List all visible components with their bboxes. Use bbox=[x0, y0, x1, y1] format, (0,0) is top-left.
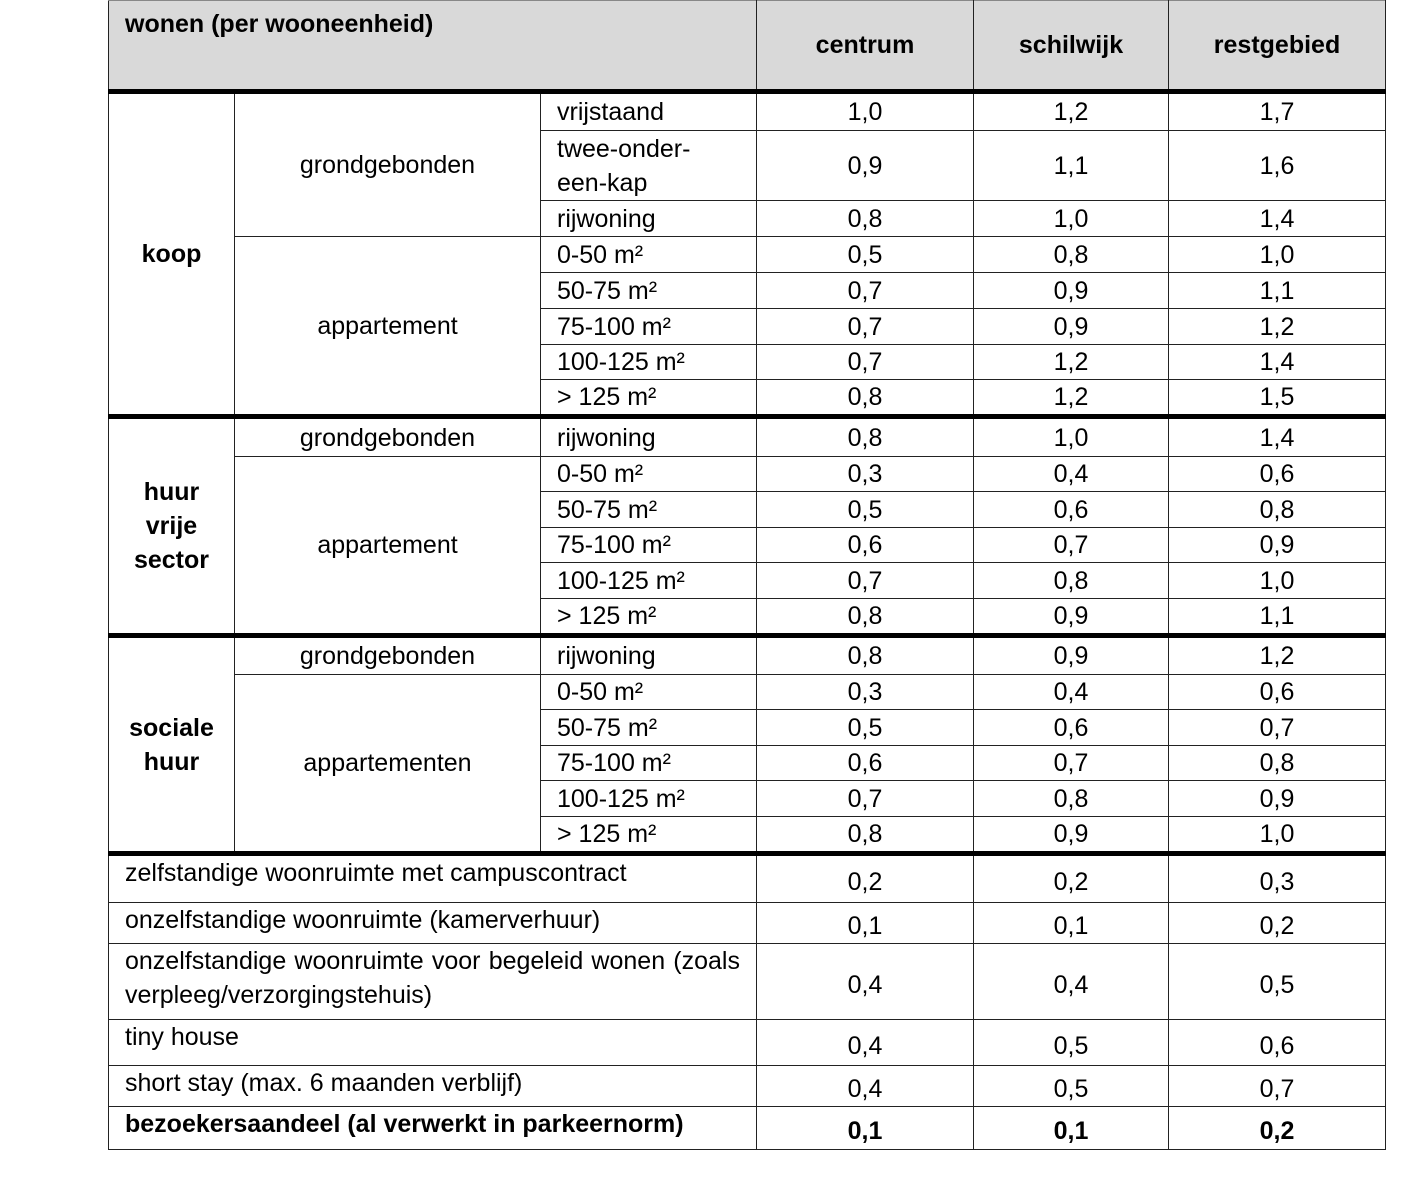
value-centrum: 0,7 bbox=[757, 781, 974, 817]
value-schilwijk: 0,8 bbox=[974, 781, 1169, 817]
value-schilwijk: 1,2 bbox=[974, 92, 1169, 131]
column-header-restgebied: restgebied bbox=[1169, 1, 1386, 92]
subgroup-label: appartementen bbox=[235, 675, 541, 854]
value-centrum: 0,7 bbox=[757, 345, 974, 380]
value-schilwijk: 0,9 bbox=[974, 636, 1169, 675]
row-label: tiny house bbox=[109, 1020, 757, 1066]
value-schilwijk: 1,2 bbox=[974, 345, 1169, 380]
value-restgebied: 1,5 bbox=[1169, 380, 1386, 417]
value-schilwijk: 1,0 bbox=[974, 201, 1169, 237]
table-row bbox=[109, 636, 1386, 675]
value-centrum: 0,1 bbox=[757, 903, 974, 944]
value-schilwijk: 0,8 bbox=[974, 237, 1169, 273]
row-label: bezoekersaandeel (al verwerkt in parkeernorm) bbox=[109, 1107, 757, 1150]
value-restgebied: 0,2 bbox=[1169, 1107, 1386, 1150]
dwelling-type: 100-125 m² bbox=[541, 563, 757, 599]
value-schilwijk: 0,7 bbox=[974, 746, 1169, 781]
dwelling-type: 100-125 m² bbox=[541, 781, 757, 817]
value-schilwijk: 0,7 bbox=[974, 528, 1169, 563]
table-row bbox=[109, 854, 1386, 903]
row-label: zelfstandige woonruimte met campuscontract bbox=[109, 854, 757, 903]
value-centrum: 0,6 bbox=[757, 528, 974, 563]
row-label: onzelfstandige woonruimte voor begeleid wonen (zoals verpleeg/verzorgingstehuis) bbox=[109, 944, 757, 1020]
value-restgebied: 0,6 bbox=[1169, 675, 1386, 710]
dwelling-type: 0-50 m² bbox=[541, 457, 757, 492]
group-label: huur vrije sector bbox=[109, 417, 235, 636]
value-restgebied: 0,2 bbox=[1169, 903, 1386, 944]
value-restgebied: 1,7 bbox=[1169, 92, 1386, 131]
value-schilwijk: 1,2 bbox=[974, 380, 1169, 417]
table-row bbox=[109, 903, 1386, 944]
dwelling-type: 0-50 m² bbox=[541, 675, 757, 710]
column-header-schilwijk: schilwijk bbox=[974, 1, 1169, 92]
value-restgebied: 0,6 bbox=[1169, 457, 1386, 492]
value-restgebied: 1,1 bbox=[1169, 273, 1386, 309]
value-centrum: 0,9 bbox=[757, 131, 974, 201]
value-restgebied: 0,8 bbox=[1169, 492, 1386, 528]
value-centrum: 0,1 bbox=[757, 1107, 974, 1150]
row-label: short stay (max. 6 maanden verblijf) bbox=[109, 1066, 757, 1107]
value-schilwijk: 0,2 bbox=[974, 854, 1169, 903]
table-row bbox=[109, 675, 1386, 710]
dwelling-type: vrijstaand bbox=[541, 92, 757, 131]
value-schilwijk: 0,1 bbox=[974, 903, 1169, 944]
dwelling-type: 75-100 m² bbox=[541, 528, 757, 563]
value-restgebied: 1,2 bbox=[1169, 636, 1386, 675]
value-schilwijk: 0,4 bbox=[974, 457, 1169, 492]
value-centrum: 0,8 bbox=[757, 599, 974, 636]
value-restgebied: 1,0 bbox=[1169, 237, 1386, 273]
value-centrum: 0,7 bbox=[757, 309, 974, 345]
table-row bbox=[109, 1066, 1386, 1107]
value-schilwijk: 1,1 bbox=[974, 131, 1169, 201]
value-schilwijk: 0,6 bbox=[974, 492, 1169, 528]
table-row bbox=[109, 1107, 1386, 1150]
value-centrum: 0,7 bbox=[757, 273, 974, 309]
value-schilwijk: 0,8 bbox=[974, 563, 1169, 599]
value-schilwijk: 0,9 bbox=[974, 309, 1169, 345]
value-schilwijk: 0,5 bbox=[974, 1066, 1169, 1107]
table-row bbox=[109, 92, 1386, 131]
dwelling-type: 50-75 m² bbox=[541, 492, 757, 528]
value-restgebied: 0,8 bbox=[1169, 746, 1386, 781]
group-label: koop bbox=[109, 92, 235, 417]
subgroup-label: grondgebonden bbox=[235, 636, 541, 675]
row-label: onzelfstandige woonruimte (kamerverhuur) bbox=[109, 903, 757, 944]
dwelling-type: 75-100 m² bbox=[541, 746, 757, 781]
value-centrum: 0,5 bbox=[757, 237, 974, 273]
value-schilwijk: 0,9 bbox=[974, 273, 1169, 309]
value-restgebied: 0,9 bbox=[1169, 781, 1386, 817]
dwelling-type: rijwoning bbox=[541, 417, 757, 457]
dwelling-type: rijwoning bbox=[541, 636, 757, 675]
dwelling-type: > 125 m² bbox=[541, 380, 757, 417]
value-restgebied: 1,6 bbox=[1169, 131, 1386, 201]
value-centrum: 0,5 bbox=[757, 710, 974, 746]
value-centrum: 0,5 bbox=[757, 492, 974, 528]
value-centrum: 0,2 bbox=[757, 854, 974, 903]
value-centrum: 0,8 bbox=[757, 417, 974, 457]
table-row bbox=[109, 944, 1386, 1020]
column-header-centrum: centrum bbox=[757, 1, 974, 92]
value-restgebied: 1,0 bbox=[1169, 817, 1386, 854]
value-restgebied: 1,2 bbox=[1169, 309, 1386, 345]
value-centrum: 1,0 bbox=[757, 92, 974, 131]
value-restgebied: 0,7 bbox=[1169, 1066, 1386, 1107]
value-schilwijk: 1,0 bbox=[974, 417, 1169, 457]
subgroup-label: appartement bbox=[235, 237, 541, 417]
table-row bbox=[109, 237, 1386, 273]
table-row bbox=[109, 1020, 1386, 1066]
value-centrum: 0,8 bbox=[757, 636, 974, 675]
value-centrum: 0,8 bbox=[757, 817, 974, 854]
subgroup-label: grondgebonden bbox=[235, 417, 541, 457]
table-title: wonen (per wooneenheid) bbox=[109, 1, 757, 92]
subgroup-label: appartement bbox=[235, 457, 541, 636]
value-schilwijk: 0,1 bbox=[974, 1107, 1169, 1150]
dwelling-type: twee-onder-een-kap bbox=[541, 131, 757, 201]
value-centrum: 0,4 bbox=[757, 1020, 974, 1066]
value-restgebied: 0,5 bbox=[1169, 944, 1386, 1020]
subgroup-label: grondgebonden bbox=[235, 92, 541, 237]
dwelling-type: rijwoning bbox=[541, 201, 757, 237]
value-restgebied: 0,9 bbox=[1169, 528, 1386, 563]
dwelling-type: 0-50 m² bbox=[541, 237, 757, 273]
table-row bbox=[109, 457, 1386, 492]
value-centrum: 0,6 bbox=[757, 746, 974, 781]
value-restgebied: 0,3 bbox=[1169, 854, 1386, 903]
value-restgebied: 1,4 bbox=[1169, 417, 1386, 457]
dwelling-type: 50-75 m² bbox=[541, 273, 757, 309]
value-restgebied: 0,7 bbox=[1169, 710, 1386, 746]
dwelling-type: 100-125 m² bbox=[541, 345, 757, 380]
value-schilwijk: 0,9 bbox=[974, 599, 1169, 636]
value-schilwijk: 0,4 bbox=[974, 675, 1169, 710]
dwelling-type: 50-75 m² bbox=[541, 710, 757, 746]
table-row bbox=[109, 417, 1386, 457]
value-restgebied: 1,4 bbox=[1169, 201, 1386, 237]
dwelling-type: > 125 m² bbox=[541, 599, 757, 636]
value-centrum: 0,4 bbox=[757, 944, 974, 1020]
group-label: sociale huur bbox=[109, 636, 235, 854]
value-centrum: 0,3 bbox=[757, 675, 974, 710]
value-centrum: 0,8 bbox=[757, 201, 974, 237]
dwelling-type: 75-100 m² bbox=[541, 309, 757, 345]
value-restgebied: 1,1 bbox=[1169, 599, 1386, 636]
value-schilwijk: 0,5 bbox=[974, 1020, 1169, 1066]
header-row bbox=[109, 1, 1386, 92]
value-restgebied: 1,4 bbox=[1169, 345, 1386, 380]
value-centrum: 0,4 bbox=[757, 1066, 974, 1107]
parking-norms-table bbox=[108, 0, 1386, 1150]
value-schilwijk: 0,6 bbox=[974, 710, 1169, 746]
value-schilwijk: 0,9 bbox=[974, 817, 1169, 854]
value-schilwijk: 0,4 bbox=[974, 944, 1169, 1020]
value-restgebied: 0,6 bbox=[1169, 1020, 1386, 1066]
value-centrum: 0,8 bbox=[757, 380, 974, 417]
value-centrum: 0,7 bbox=[757, 563, 974, 599]
value-restgebied: 1,0 bbox=[1169, 563, 1386, 599]
dwelling-type: > 125 m² bbox=[541, 817, 757, 854]
value-centrum: 0,3 bbox=[757, 457, 974, 492]
